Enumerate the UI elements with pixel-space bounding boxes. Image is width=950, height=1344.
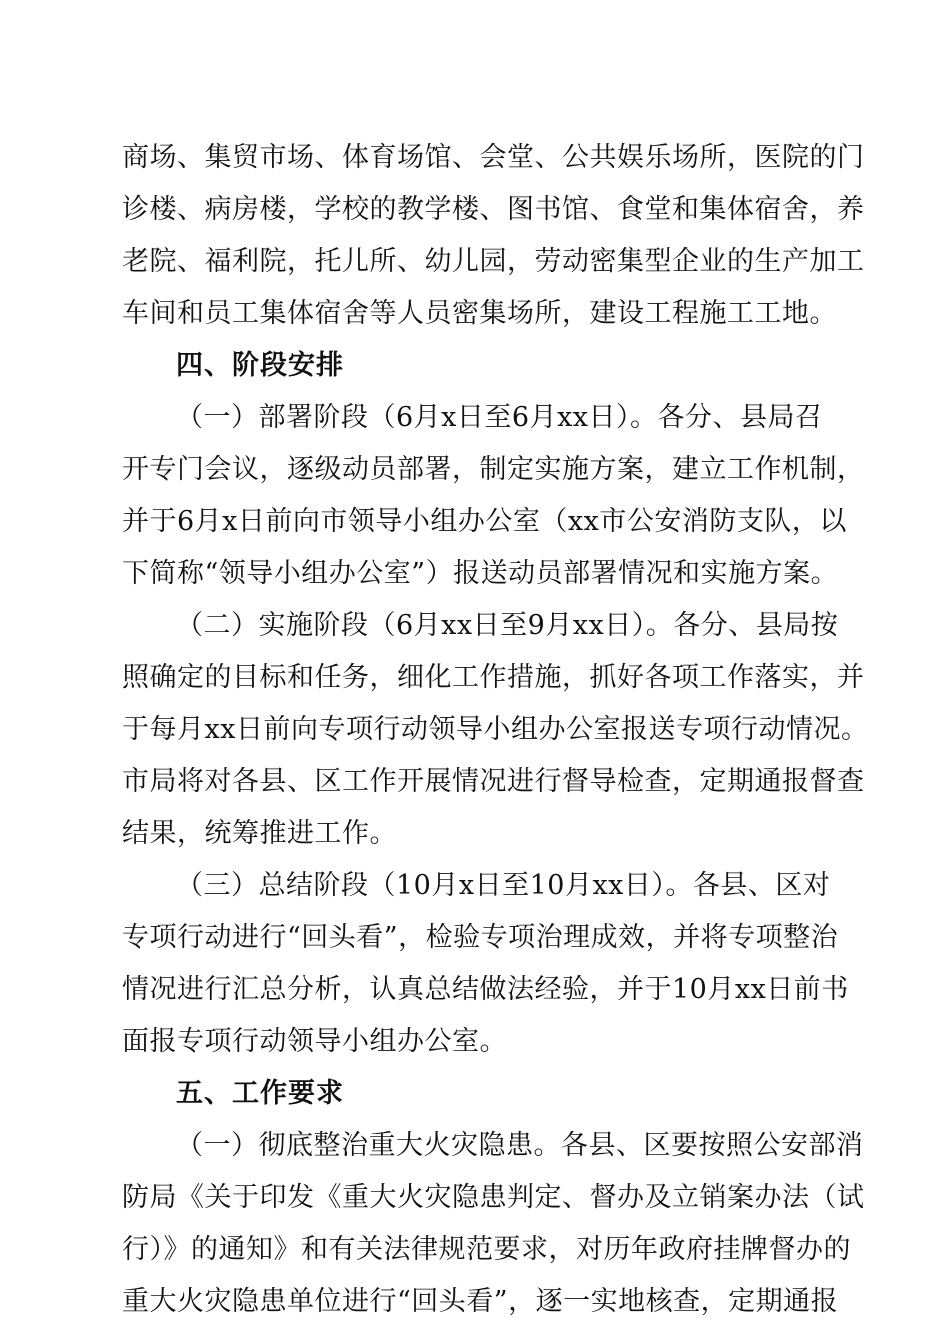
s5-p1-line-1: （一）彻底整治重大火灾隐患。各县、区要按照公安部消 [176,1130,864,1161]
s4-p2-line-2: 照确定的目标和任务，细化工作措施，抓好各项工作落实，并 [122,662,865,693]
s4-p3-line-1: （三）总结阶段（10月x日至10月xx日）。各县、区对 [176,870,831,901]
intro-line-1: 商场、集贸市场、体育场馆、会堂、公共娱乐场所，医院的门 [122,142,865,173]
s4-p1-line-1: （一）部署阶段（6月x日至6月xx日）。各分、县局召 [176,402,823,433]
intro-line-3: 老院、福利院，托儿所、幼儿园，劳动密集型企业的生产加工 [122,246,865,277]
s4-p2-line-4: 市局将对各县、区工作开展情况进行督导检查，定期通报督查 [122,766,865,797]
s5-p1-line-2: 防局《关于印发《重大火灾隐患判定、督办及立销案办法（试 [122,1182,865,1213]
s4-p3-line-3: 情况进行汇总分析，认真总结做法经验，并于10月xx日前书 [122,974,849,1005]
s4-p2-line-1: （二）实施阶段（6月xx日至9月xx日）。各分、县局按 [176,610,839,641]
s4-p1-line-3: 并于6月x日前向市领导小组办公室（xx市公安消防支队，以 [122,506,847,537]
intro-line-4: 车间和员工集体宿舍等人员密集场所，建设工程施工工地。 [122,298,837,329]
section5-heading: 五、工作要求 [176,1078,344,1109]
s4-p2-line-3: 于每月xx日前向专项行动领导小组办公室报送专项行动情况。 [122,714,869,745]
s4-p3-line-2: 专项行动进行“回头看”，检验专项治理成效，并将专项整治 [122,922,839,953]
s4-p1-line-2: 开专门会议，逐级动员部署，制定实施方案，建立工作机制， [122,454,865,485]
s5-p1-line-3: 行）》的通知》和有关法律规范要求，对历年政府挂牌督办的 [122,1234,851,1265]
section4-heading: 四、阶段安排 [176,350,344,381]
s4-p3-line-4: 面报专项行动领导小组办公室。 [122,1026,507,1057]
intro-line-2: 诊楼、病房楼，学校的教学楼、图书馆、食堂和集体宿舍，养 [122,194,865,225]
s4-p2-line-5: 结果，统筹推进工作。 [122,818,397,849]
s4-p1-line-4: 下简称“领导小组办公室”）报送动员部署情况和实施方案。 [122,558,839,589]
s5-p1-line-4: 重大火灾隐患单位进行“回头看”，逐一实地核查，定期通报 [122,1286,839,1317]
